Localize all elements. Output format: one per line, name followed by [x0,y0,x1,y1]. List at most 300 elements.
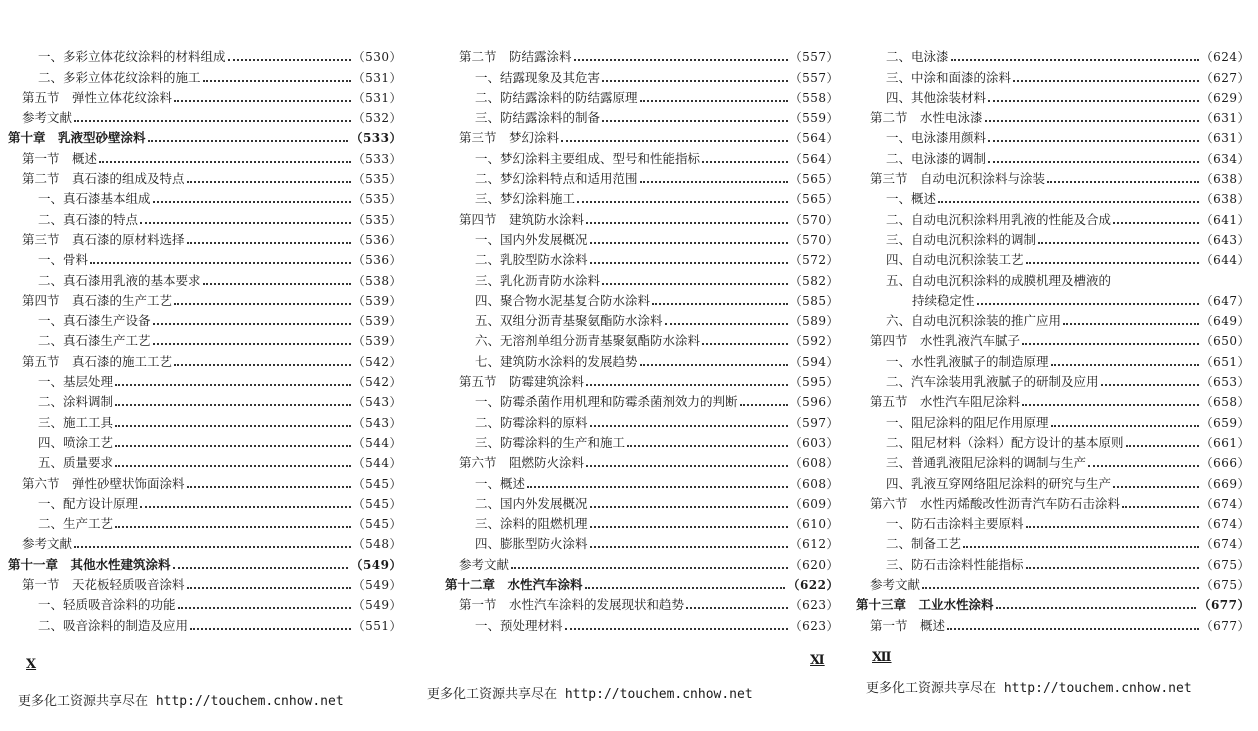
toc-entry [856,328,1250,348]
dot-leader [527,480,788,488]
dot-leader [173,561,349,569]
toc-entry-title: 参考文献 [459,557,510,572]
toc-entry-title: 第十二章 水性汽车涂料 [445,578,583,593]
dot-leader [586,459,788,467]
toc-entry-page: （565） [789,192,839,207]
toc-entry [445,348,839,368]
dot-leader [988,134,1199,142]
dot-leader [561,134,788,142]
toc-entry-page: （558） [789,90,839,105]
toc-entry-page: （622） [787,578,839,593]
toc-entry-title: 四、膨胀型防火涂料 [475,537,588,552]
toc-entry [8,592,402,612]
toc-entry [856,430,1250,450]
toc-entry-title: 一、基层处理 [38,375,114,390]
toc-entry-title: 二、梦幻涂料特点和适用范围 [475,172,638,187]
toc-entry [856,409,1250,429]
toc-entry [445,105,839,125]
toc-entry-page: （592） [789,334,839,349]
toc-entry [856,551,1250,571]
dot-leader [1022,398,1199,406]
toc-entry-page: （565） [789,172,839,187]
toc-entry-title: 四、聚合物水泥基复合防水涂料 [475,293,651,308]
toc-entry [856,308,1250,328]
toc-entry [445,85,839,105]
toc-entry-page: （594） [789,354,839,369]
toc-entry-page: （661） [1200,435,1250,450]
dot-leader [565,622,788,630]
toc-entry-title: 三、防结露涂料的制备 [475,111,601,126]
toc-entry-page: （608） [789,476,839,491]
dot-leader [963,540,1199,548]
dot-leader [74,540,351,548]
toc-entry-title: 一、骨料 [38,253,89,268]
toc-entry [8,267,402,287]
toc-entry [8,612,402,632]
toc-entry [8,531,402,551]
toc-entry [8,511,402,531]
toc-entry-page: （634） [1200,151,1250,166]
toc-entry-page: （631） [1200,111,1250,126]
toc-entry-page: （536） [352,232,402,247]
toc-entry-page: （641） [1200,212,1250,227]
toc-entry-page: （530） [352,50,402,65]
toc-entry [445,551,839,571]
toc-entry [445,227,839,247]
toc-entry-title: 三、施工工具 [38,415,114,430]
toc-entry-page: （674） [1200,517,1250,532]
toc-entry-page: （543） [352,415,402,430]
toc-entry-page: （589） [789,314,839,329]
dot-leader [977,297,1199,305]
dot-leader [153,195,351,203]
dot-leader [590,236,788,244]
toc-entry [856,247,1250,267]
dot-leader [1063,317,1199,325]
toc-entry-title: 四、其他涂装材料 [886,90,987,105]
toc-entry [445,389,839,409]
dot-leader [203,74,351,82]
toc-entry [8,369,402,389]
dot-leader [140,216,351,224]
dot-leader [187,480,351,488]
toc-entry-title: 二、乳胶型防水涂料 [475,253,588,268]
dot-leader [602,114,788,122]
toc-entry-page: （609） [789,496,839,511]
toc-entry-page: （535） [352,172,402,187]
dot-leader [590,500,788,508]
toc-entry [856,592,1250,612]
dot-leader [586,216,788,224]
toc-entry-title: 二、涂料调制 [38,395,114,410]
toc-entry [445,186,839,206]
toc-entry [8,450,402,470]
toc-entry-title: 四、乳液互穿网络阻尼涂料的研究与生产 [886,476,1112,491]
toc-entry-title: 一、轻质吸音涂料的功能 [38,598,176,613]
toc-entry [856,612,1250,632]
dot-leader [590,540,788,548]
dot-leader [602,277,788,285]
toc-entry-page: （651） [1200,354,1250,369]
toc-entry-page: （549） [352,598,402,613]
toc-entry-page: （564） [789,151,839,166]
toc-entry [445,409,839,429]
dot-leader [988,94,1199,102]
dot-leader [988,155,1199,163]
dot-leader [187,175,351,183]
dot-leader [665,317,788,325]
toc-entry-title: 一、概述 [475,476,526,491]
dot-leader [153,317,351,325]
toc-entry-page: （539） [352,293,402,308]
dot-leader [702,337,788,345]
toc-entry-title: 一、真石漆生产设备 [38,314,151,329]
toc-entry-page: （543） [352,395,402,410]
toc-entry-title: 二、防霉涂料的原料 [475,415,588,430]
toc-entry-page: （649） [1200,314,1250,329]
toc-entry [856,470,1250,490]
dot-leader [99,155,351,163]
toc-entry-title: 二、阻尼材料（涂料）配方设计的基本原则 [886,435,1124,450]
toc-entry-title: 一、防石击涂料主要原料 [886,517,1024,532]
toc-entry-page: （623） [789,598,839,613]
toc-entry-page: （548） [352,537,402,552]
toc-entry-page: （572） [789,253,839,268]
dot-leader [203,277,351,285]
toc-entry [8,328,402,348]
toc-entry-page: （603） [789,435,839,450]
toc-entry [856,125,1250,145]
toc-entry-title: 一、国内外发展概况 [475,232,588,247]
toc-entry-page: （597） [789,415,839,430]
toc-entry-title: 第一节 水性汽车涂料的发展现状和趋势 [459,598,685,613]
toc-entry [856,206,1250,226]
dot-leader [686,601,788,609]
toc-entry-title: 二、电泳漆的调制 [886,151,987,166]
toc-entry [856,572,1250,592]
toc-entry-title: 第二节 水性电泳漆 [870,111,983,126]
dot-leader [586,378,788,386]
toc-entry-title: 参考文献 [870,578,921,593]
toc-entry-page: （557） [789,50,839,65]
toc-entry-page: （535） [352,212,402,227]
toc-entry-title: 第三节 自动电沉积涂料与涂装 [870,172,1046,187]
page-number-xi: Ⅺ [810,653,825,668]
toc-column-2 [445,44,839,633]
toc-entry-title: 参考文献 [22,537,73,552]
dot-leader [115,398,351,406]
toc-entry-title: 六、自动电沉积涂装的推广应用 [886,314,1062,329]
toc-entry [856,166,1250,186]
dot-leader [1022,337,1199,345]
toc-entry-title: 一、水性乳液腻子的制造原理 [886,354,1049,369]
toc-entry-title: 一、梦幻涂料主要组成、型号和性能指标 [475,151,701,166]
toc-entry-title: 第二节 真石漆的组成及特点 [22,172,185,187]
toc-entry-title: 二、电泳漆 [886,50,949,65]
toc-entry-title: 二、自动电沉积涂料用乳液的性能及合成 [886,212,1112,227]
toc-entry-page: （638） [1200,172,1250,187]
toc-entry [8,409,402,429]
toc-entry-page: （536） [352,253,402,268]
toc-entry-title: 三、乳化沥青防水涂料 [475,273,601,288]
toc-entry-page: （659） [1200,415,1250,430]
toc-entry-title: 第六节 阻燃防火涂料 [459,456,585,471]
toc-entry-page: （533） [352,151,402,166]
toc-entry-title: 三、防石击涂料性能指标 [886,557,1024,572]
toc-entry-title: 三、防霉涂料的生产和施工 [475,435,626,450]
toc-entry [856,369,1250,389]
toc-entry [8,572,402,592]
toc-entry [8,85,402,105]
toc-entry-page: （629） [1200,90,1250,105]
toc-entry-page: （549） [350,557,402,572]
toc-entry-title: 一、配方设计原理 [38,496,139,511]
dot-leader [140,500,351,508]
dot-leader [574,53,788,61]
toc-entry-title: 三、涂料的阻燃机理 [475,517,588,532]
toc-entry-page: （666） [1200,456,1250,471]
toc-entry [445,64,839,84]
toc-entry-title: 第一节 概述 [22,151,98,166]
toc-entry [8,125,402,145]
toc-entry-title: 第一节 天花板轻质吸音涂料 [22,578,185,593]
toc-entry-page: （595） [789,375,839,390]
dot-leader [985,114,1199,122]
dot-leader [652,297,788,305]
toc-entry-page: （570） [789,232,839,247]
toc-entry [445,369,839,389]
dot-leader [938,195,1199,203]
toc-entry [8,145,402,165]
toc-entry-title: 参考文献 [22,111,73,126]
toc-entry-title: 二、多彩立体花纹涂料的施工 [38,70,201,85]
toc-entry-title: 三、梦幻涂料施工 [475,192,576,207]
toc-entry [445,44,839,64]
toc-entry-title: 第二节 防结露涂料 [459,50,572,65]
toc-entry-title: 二、防结露涂料的防结露原理 [475,90,638,105]
dot-leader [115,378,351,386]
footer-link-text: 更多化工资源共享尽在 http://touchem.cnhow.net [866,681,1192,696]
toc-entry-page: （549） [352,578,402,593]
toc-entry-page: （669） [1200,476,1250,491]
toc-entry-page: （585） [789,293,839,308]
toc-entry-title: 三、自动电沉积涂料的调制 [886,232,1037,247]
toc-entry-page: （612） [789,537,839,552]
dot-leader [577,195,788,203]
dot-leader [115,459,351,467]
toc-entry-page: （531） [352,70,402,85]
toc-entry-page: （544） [352,435,402,450]
toc-entry-page: （644） [1200,253,1250,268]
dot-leader [602,74,788,82]
toc-entry-page: （545） [352,496,402,511]
toc-column-1 [8,44,402,633]
dot-leader [174,297,351,305]
toc-entry [445,125,839,145]
toc-entry-page: （535） [352,192,402,207]
toc-entry-page: （582） [789,273,839,288]
toc-entry [8,186,402,206]
dot-leader [1051,358,1199,366]
toc-entry-title: 二、生产工艺 [38,517,114,532]
toc-entry [8,389,402,409]
toc-entry [8,64,402,84]
toc-entry-title: 二、真石漆的特点 [38,212,139,227]
toc-entry-title: 一、多彩立体花纹涂料的材料组成 [38,50,226,65]
toc-entry [445,145,839,165]
toc-entry-page: （638） [1200,192,1250,207]
toc-entry-page: （675） [1200,578,1250,593]
toc-entry [8,44,402,64]
dot-leader [947,622,1199,630]
toc-entry-title: 第四节 水性乳液汽车腻子 [870,334,1021,349]
dot-leader [702,155,788,163]
toc-entry-page: （674） [1200,537,1250,552]
toc-entry-title: 七、建筑防水涂料的发展趋势 [475,354,638,369]
dot-leader [174,358,351,366]
toc-entry [856,227,1250,247]
toc-entry-page: （557） [789,70,839,85]
toc-entry-title: 持续稳定性 [912,293,975,308]
toc-entry [445,491,839,511]
toc-entry-page: （545） [352,517,402,532]
toc-entry-page: （608） [789,456,839,471]
toc-entry-page: （631） [1200,131,1250,146]
toc-entry [445,470,839,490]
toc-entry-page: （544） [352,456,402,471]
dot-leader [115,419,351,427]
toc-entry [8,166,402,186]
toc-entry-title: 第四节 建筑防水涂料 [459,212,585,227]
toc-entry [445,572,839,592]
toc-entry [856,450,1250,470]
toc-entry-page: （627） [1200,70,1250,85]
toc-entry-page: （533） [350,131,402,146]
toc-entry [856,44,1250,64]
toc-entry-title: 一、阻尼涂料的阻尼作用原理 [886,415,1049,430]
toc-entry [445,592,839,612]
toc-entry-title: 第十一章 其他水性建筑涂料 [8,557,171,572]
toc-entry-title: 五、质量要求 [38,456,114,471]
dot-leader [640,175,788,183]
toc-entry [445,531,839,551]
toc-entry [856,85,1250,105]
toc-entry [856,186,1250,206]
toc-entry-page: （545） [352,476,402,491]
toc-entry [8,430,402,450]
toc-entry-page: （542） [352,375,402,390]
toc-entry [856,64,1250,84]
toc-entry [445,308,839,328]
toc-entry [445,247,839,267]
toc-entry [445,430,839,450]
toc-entry-title: 一、结露现象及其危害 [475,70,601,85]
toc-entry-title: 第六节 弹性砂壁状饰面涂料 [22,476,185,491]
toc-entry-title: 一、电泳漆用颜料 [886,131,987,146]
dot-leader [590,520,788,528]
dot-leader [1088,459,1199,467]
toc-entry-title: 一、预处理材料 [475,618,563,633]
toc-entry-page: （623） [789,618,839,633]
dot-leader [1047,175,1199,183]
toc-entry-page: （674） [1200,496,1250,511]
page-number-xii: Ⅻ [872,650,892,665]
toc-entry [445,166,839,186]
toc-entry-page: （624） [1200,50,1250,65]
toc-entry [8,227,402,247]
dot-leader [174,94,351,102]
toc-entry-title: 第四节 真石漆的生产工艺 [22,293,173,308]
dot-leader [115,520,351,528]
dot-leader [1126,439,1199,447]
toc-entry-page: （539） [352,314,402,329]
toc-entry-title: 二、制备工艺 [886,537,962,552]
dot-leader [153,337,351,345]
toc-entry-title: 二、国内外发展概况 [475,496,588,511]
toc-entry-page: （647） [1200,293,1250,308]
toc-entry [8,288,402,308]
toc-entry [8,308,402,328]
dot-leader [996,601,1197,609]
toc-entry-title: 四、喷涂工艺 [38,435,114,450]
dot-leader [115,439,351,447]
dot-leader [187,581,351,589]
toc-entry [8,247,402,267]
toc-entry-page: （653） [1200,375,1250,390]
toc-entry-title: 第十三章 工业水性涂料 [856,598,994,613]
dot-leader [1026,561,1199,569]
toc-entry-page: （620） [789,557,839,572]
toc-entry-title: 第五节 真石漆的施工工艺 [22,354,173,369]
toc-entry-title: 四、自动电沉积涂装工艺 [886,253,1024,268]
toc-entry-title: 六、无溶剂单组分沥青基聚氨酯防水涂料 [475,334,701,349]
toc-entry [445,206,839,226]
dot-leader [178,601,351,609]
toc-entry-title: 二、真石漆生产工艺 [38,334,151,349]
toc-entry [8,206,402,226]
toc-entry-page: （551） [352,618,402,633]
toc-entry-page: （564） [789,131,839,146]
dot-leader [90,256,351,264]
toc-entry-title: 三、中涂和面漆的涂料 [886,70,1012,85]
toc-entry-title: 五、自动电沉积涂料的成膜机理及槽液的 [886,273,1112,288]
dot-leader [627,439,788,447]
toc-entry-title: 一、概述 [886,192,937,207]
dot-leader [922,581,1199,589]
toc-entry-page: （542） [352,354,402,369]
footer-link-text: 更多化工资源共享尽在 http://touchem.cnhow.net [18,694,344,709]
toc-entry [856,288,1250,308]
toc-entry [445,267,839,287]
dot-leader [74,114,351,122]
toc-entry-page: （643） [1200,232,1250,247]
dot-leader [187,236,351,244]
toc-entry [856,531,1250,551]
toc-entry-title: 第五节 弹性立体花纹涂料 [22,90,173,105]
toc-entry [445,511,839,531]
footer-link-text: 更多化工资源共享尽在 http://touchem.cnhow.net [427,687,753,702]
toc-entry [8,348,402,368]
toc-entry-title: 第三节 真石漆的原材料选择 [22,232,185,247]
dot-leader [1122,500,1199,508]
dot-leader [590,419,788,427]
page-number-x: Ⅹ [26,657,37,672]
toc-entry-title: 第三节 梦幻涂料 [459,131,560,146]
toc-entry [8,551,402,571]
dot-leader [640,358,788,366]
toc-entry-page: （532） [352,111,402,126]
dot-leader [1101,378,1199,386]
